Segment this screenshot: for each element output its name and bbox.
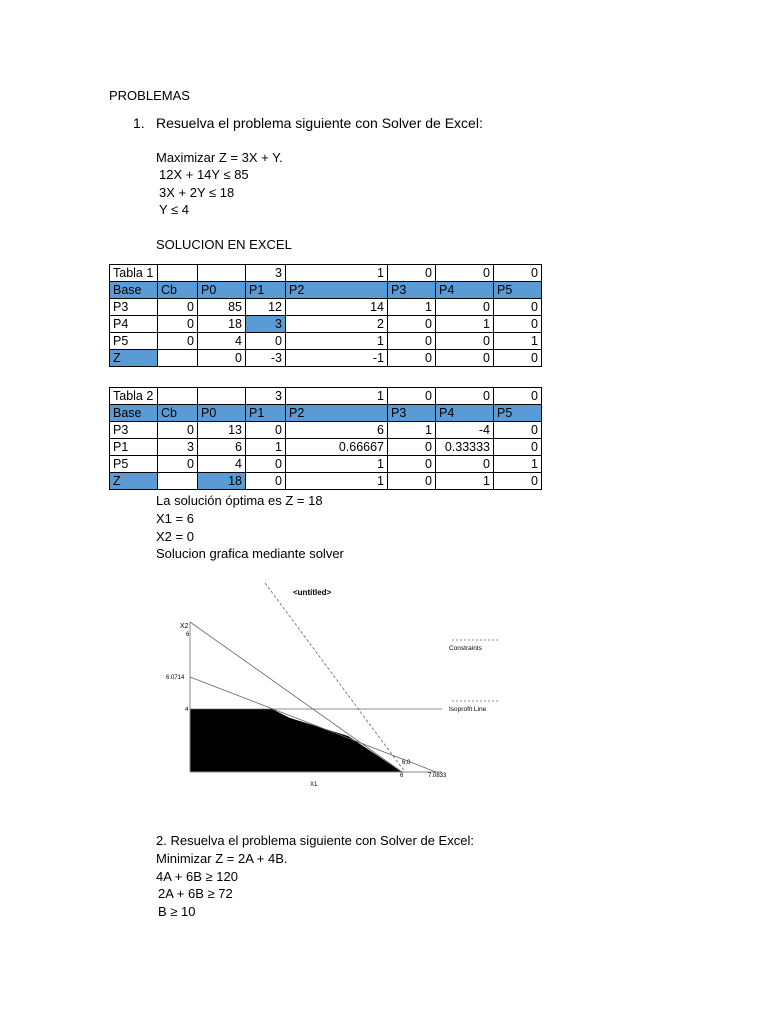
table-cell bbox=[158, 388, 198, 405]
graph-title: <untitled> bbox=[293, 588, 332, 597]
table-row bbox=[110, 282, 542, 299]
table-cell: 0 bbox=[246, 456, 286, 473]
table-cell: 0 bbox=[158, 422, 198, 439]
graph-caption: Solucion grafica mediante solver bbox=[156, 546, 344, 561]
table-cell: 0 bbox=[198, 350, 246, 367]
table-row bbox=[110, 456, 542, 473]
solution-x1: X1 = 6 bbox=[156, 511, 194, 526]
table-cell: 6 bbox=[198, 439, 246, 456]
solution-heading: SOLUCION EN EXCEL bbox=[156, 237, 292, 252]
legend-constraints: Constraints bbox=[449, 645, 482, 652]
table-cell: -3 bbox=[246, 350, 286, 367]
table-cell: 0 bbox=[246, 473, 286, 490]
table-cell: Base bbox=[110, 405, 158, 422]
problem2-constraint-2: 2A + 6B ≥ 72 bbox=[158, 886, 233, 901]
table-row bbox=[110, 405, 542, 422]
table-cell bbox=[198, 388, 246, 405]
table-cell: 1 bbox=[286, 333, 388, 350]
table-cell: 2 bbox=[286, 316, 388, 333]
table-cell: P1 bbox=[246, 282, 286, 299]
table-cell: 18 bbox=[198, 316, 246, 333]
table-cell: P3 bbox=[110, 299, 158, 316]
table-cell: 0 bbox=[158, 333, 198, 350]
table-row bbox=[110, 299, 542, 316]
vertex-label: 6,0 bbox=[402, 760, 411, 766]
table-cell: 0 bbox=[388, 473, 436, 490]
table-cell: 12 bbox=[246, 299, 286, 316]
table-cell bbox=[158, 473, 198, 490]
table-cell: 0 bbox=[388, 439, 436, 456]
table-row bbox=[110, 265, 542, 282]
table-cell: 0 bbox=[494, 439, 542, 456]
table-cell: 0 bbox=[436, 299, 494, 316]
table-cell: 0 bbox=[436, 350, 494, 367]
table-cell: 14 bbox=[286, 299, 388, 316]
table-cell: 0 bbox=[388, 333, 436, 350]
problem2-constraint-1: 4A + 6B ≥ 120 bbox=[156, 869, 238, 884]
y-tick-low: 4 bbox=[185, 707, 189, 713]
table-cell: 1 bbox=[494, 333, 542, 350]
x-axis-label: X1 bbox=[310, 782, 318, 788]
table-cell: 0.66667 bbox=[286, 439, 388, 456]
problem1-constraint-3: Y ≤ 4 bbox=[159, 202, 190, 217]
table-cell: 0 bbox=[494, 265, 542, 282]
problem1-objective: Maximizar Z = 3X + Y. bbox=[156, 150, 283, 165]
solver-graph bbox=[160, 578, 487, 793]
table-cell: 6 bbox=[286, 422, 388, 439]
legend-isoprofit: Isoprofit Line bbox=[449, 706, 487, 713]
table-cell: P4 bbox=[436, 405, 494, 422]
table-cell bbox=[198, 265, 246, 282]
table-cell: 18 bbox=[198, 473, 246, 490]
table-cell: 0 bbox=[494, 473, 542, 490]
table-cell: P0 bbox=[198, 282, 246, 299]
table-cell: 0 bbox=[436, 333, 494, 350]
table-cell: P0 bbox=[198, 405, 246, 422]
table-row bbox=[110, 388, 542, 405]
table-row bbox=[110, 422, 542, 439]
x-tick-6: 6 bbox=[400, 773, 404, 779]
table-body bbox=[110, 265, 542, 367]
table-cell: 3 bbox=[246, 265, 286, 282]
table-cell: 0 bbox=[388, 265, 436, 282]
y-axis-label: X2 bbox=[180, 623, 189, 630]
table-cell: 1 bbox=[246, 439, 286, 456]
table-cell: 1 bbox=[286, 456, 388, 473]
table-cell: 1 bbox=[388, 422, 436, 439]
table-cell bbox=[158, 350, 198, 367]
problem2-constraint-3: B ≥ 10 bbox=[158, 904, 196, 919]
simplex-table-1 bbox=[109, 264, 542, 367]
simplex-table-2 bbox=[109, 387, 542, 490]
x-tick-end: 7.0833 bbox=[428, 773, 447, 779]
table-cell: 0 bbox=[388, 316, 436, 333]
optimal-solution: La solución óptima es Z = 18 bbox=[156, 493, 323, 508]
table-cell: 0 bbox=[158, 299, 198, 316]
table-cell: 0 bbox=[494, 350, 542, 367]
table-cell: P1 bbox=[110, 439, 158, 456]
table-cell: P5 bbox=[494, 405, 542, 422]
table-cell: Cb bbox=[158, 405, 198, 422]
table-cell: Z bbox=[110, 473, 158, 490]
table-row bbox=[110, 333, 542, 350]
table-cell: Z bbox=[110, 350, 158, 367]
problem1-title: Resuelva el problema siguiente con Solver de Excel: bbox=[156, 115, 483, 131]
table-cell: 1 bbox=[494, 456, 542, 473]
table-row bbox=[110, 439, 542, 456]
table-cell: 0 bbox=[158, 316, 198, 333]
table-cell: 1 bbox=[436, 473, 494, 490]
table-row bbox=[110, 316, 542, 333]
table-cell: 4 bbox=[198, 456, 246, 473]
table-cell: P4 bbox=[436, 282, 494, 299]
table-cell: 0 bbox=[436, 388, 494, 405]
table-cell: 3 bbox=[246, 316, 286, 333]
table-cell: 1 bbox=[286, 265, 388, 282]
table-cell: 4 bbox=[198, 333, 246, 350]
table-row bbox=[110, 473, 542, 490]
page-heading: PROBLEMAS bbox=[109, 88, 190, 103]
table-cell: 0 bbox=[494, 422, 542, 439]
table-cell: 0 bbox=[388, 388, 436, 405]
table-cell: 0 bbox=[388, 350, 436, 367]
table-cell: 0 bbox=[436, 456, 494, 473]
table-cell: Tabla 2 bbox=[110, 388, 158, 405]
problem1-number: 1. bbox=[133, 115, 145, 131]
table-cell: 0 bbox=[158, 456, 198, 473]
table-cell: 85 bbox=[198, 299, 246, 316]
table-cell: P5 bbox=[494, 282, 542, 299]
problem1-constraint-2: 3X + 2Y ≤ 18 bbox=[159, 185, 235, 200]
feasible-region bbox=[190, 709, 402, 772]
table-cell: 1 bbox=[436, 316, 494, 333]
table-cell: 0 bbox=[246, 422, 286, 439]
table-cell: 0.33333 bbox=[436, 439, 494, 456]
table-cell: -4 bbox=[436, 422, 494, 439]
table-cell: Tabla 1 bbox=[110, 265, 158, 282]
table-row bbox=[110, 350, 542, 367]
table-cell: P2 bbox=[286, 282, 388, 299]
table-cell: 0 bbox=[494, 316, 542, 333]
problem2-objective: Minimizar Z = 2A + 4B. bbox=[156, 851, 288, 866]
table-cell: P4 bbox=[110, 316, 158, 333]
table-cell: P3 bbox=[110, 422, 158, 439]
table-cell: P3 bbox=[388, 282, 436, 299]
table-cell: 1 bbox=[286, 473, 388, 490]
table-cell: 0 bbox=[494, 299, 542, 316]
table-cell: Base bbox=[110, 282, 158, 299]
table-body bbox=[110, 388, 542, 490]
table-cell: 0 bbox=[246, 333, 286, 350]
table-cell: Cb bbox=[158, 282, 198, 299]
solution-x2: X2 = 0 bbox=[156, 529, 194, 544]
table-cell: 13 bbox=[198, 422, 246, 439]
table-cell: 3 bbox=[246, 388, 286, 405]
table-cell: 1 bbox=[388, 299, 436, 316]
table-cell: P1 bbox=[246, 405, 286, 422]
table-cell: P5 bbox=[110, 456, 158, 473]
y-tick-top: 6 bbox=[186, 632, 190, 638]
table-cell: 1 bbox=[286, 388, 388, 405]
table-cell: -1 bbox=[286, 350, 388, 367]
problem1-constraint-1: 12X + 14Y ≤ 85 bbox=[159, 167, 249, 182]
table-cell: 0 bbox=[388, 456, 436, 473]
table-cell: 0 bbox=[436, 265, 494, 282]
table-cell: P5 bbox=[110, 333, 158, 350]
problem2-title: 2. Resuelva el problema siguiente con Solver de Excel: bbox=[156, 833, 474, 848]
table-cell bbox=[158, 265, 198, 282]
table-cell: 0 bbox=[494, 388, 542, 405]
table-cell: P3 bbox=[388, 405, 436, 422]
table-cell: 3 bbox=[158, 439, 198, 456]
table-cell: P2 bbox=[286, 405, 388, 422]
y-tick-mid: 6.0714 bbox=[166, 675, 185, 681]
